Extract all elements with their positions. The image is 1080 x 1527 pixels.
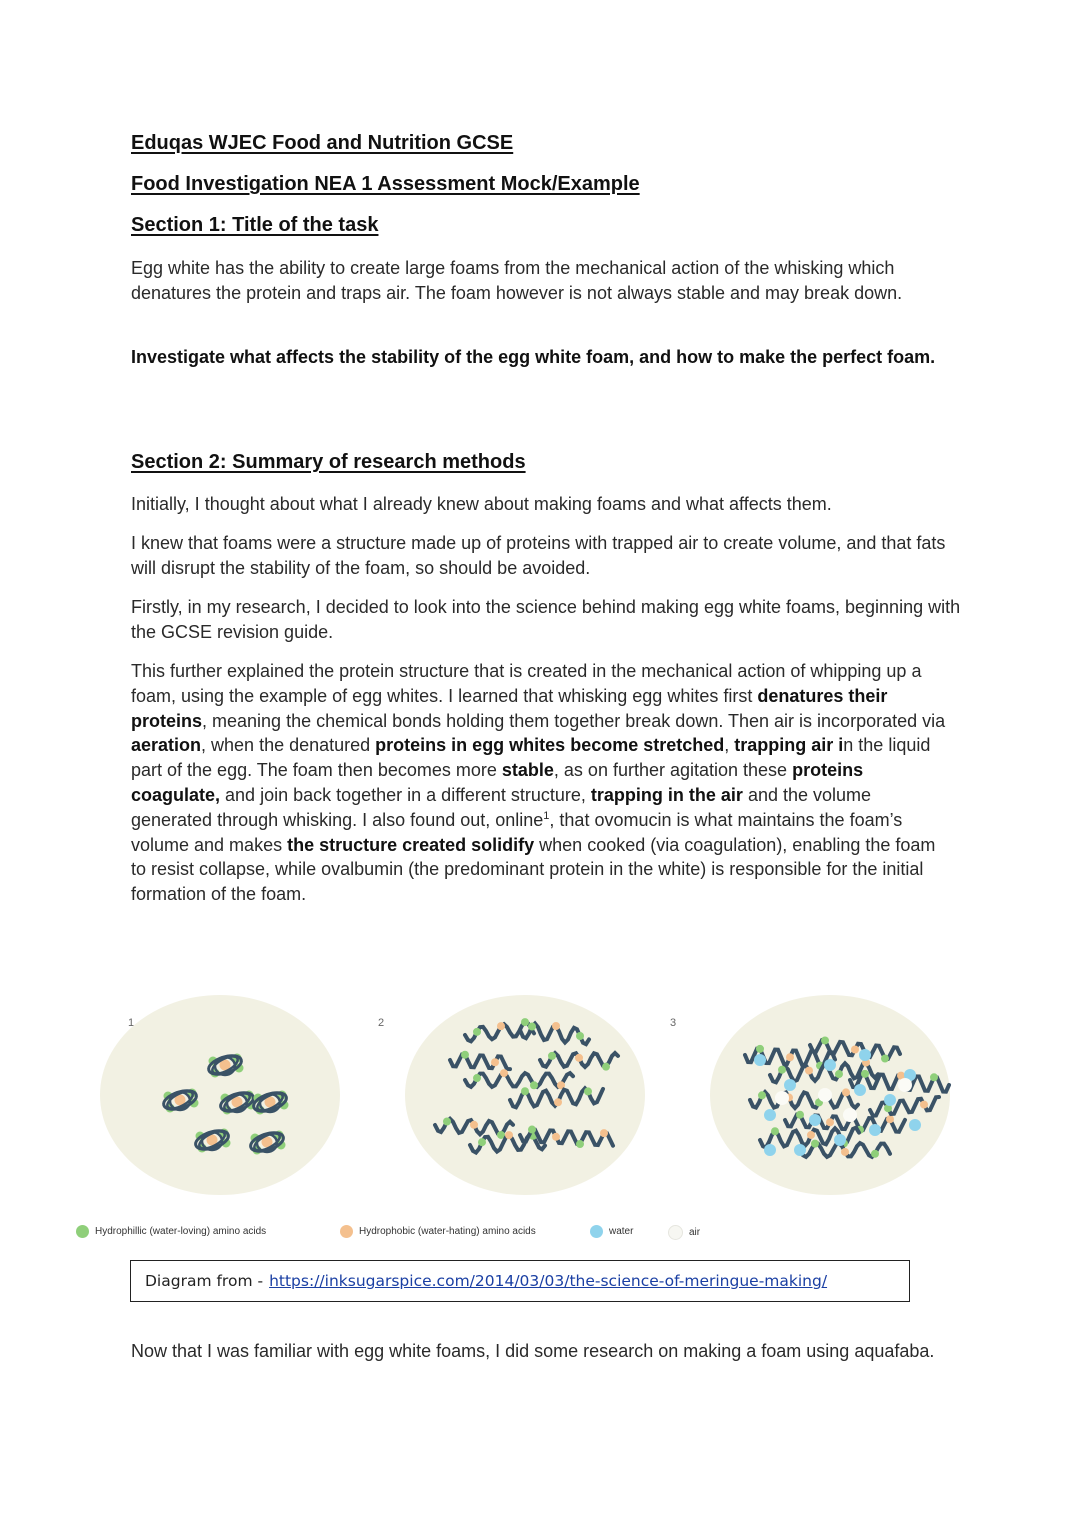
amino-acid-dot <box>881 1055 889 1063</box>
panel-2 <box>378 995 645 1195</box>
amino-acid-dot <box>473 1074 481 1082</box>
legend-item-hydrophobic <box>340 1225 536 1238</box>
amino-acid-dot <box>920 1101 928 1109</box>
amino-acid-dot <box>842 1088 850 1096</box>
amino-acid-dot <box>886 1115 894 1123</box>
amino-acid-dot <box>771 1127 779 1135</box>
course-heading: Eduqas WJEC Food and Nutrition GCSE <box>131 132 514 154</box>
source-prefix: Diagram from - <box>145 1272 264 1290</box>
amino-acid-dot <box>861 1070 869 1078</box>
water-dot <box>854 1084 866 1096</box>
water-dot <box>764 1109 776 1121</box>
amino-acid-dot <box>805 1067 813 1075</box>
amino-acid-dot <box>778 1066 786 1074</box>
text-run: and join back together in a different structure, <box>220 784 591 805</box>
amino-acid-dot <box>575 1054 583 1062</box>
assessment-heading: Food Investigation NEA 1 Assessment Mock/Example <box>131 173 640 195</box>
water-dot <box>809 1114 821 1126</box>
orange-dot-icon <box>340 1225 353 1238</box>
amino-acid-dot <box>497 1022 505 1030</box>
bold-run: trapping air i <box>734 735 844 756</box>
panel-label-3: 3 <box>670 1017 677 1029</box>
text-run: , when the denatured <box>201 735 376 756</box>
amino-acid-dot <box>500 1069 508 1077</box>
amino-acid-dot <box>841 1148 849 1156</box>
amino-acid-dot <box>758 1091 766 1099</box>
air-dot <box>843 1108 857 1122</box>
water-dot <box>884 1094 896 1106</box>
legend-item-air <box>668 1225 700 1240</box>
panel-label-1: 1 <box>128 1017 135 1029</box>
amino-acid-dot <box>528 1022 536 1030</box>
panel-label-2: 2 <box>378 1017 385 1029</box>
bold-run: aeration <box>131 735 202 756</box>
section1-heading: Section 1: Title of the task <box>131 214 379 236</box>
amino-acid-dot <box>530 1081 538 1089</box>
water-dot <box>754 1054 766 1066</box>
amino-acid-dot <box>811 1140 819 1148</box>
legend-label: Hydrophillic (water-loving) amino acids <box>95 1226 267 1237</box>
research-paragraph-5: Now that I was familiar with egg white foams, I did some research on making a foam using aquafaba. <box>131 1341 935 1361</box>
amino-acid-dot <box>851 1046 859 1054</box>
amino-acid-dot <box>756 1045 764 1053</box>
water-dot <box>909 1119 921 1131</box>
water-dot <box>834 1134 846 1146</box>
blue-dot-icon <box>590 1225 603 1238</box>
amino-acid-dot <box>584 1087 592 1095</box>
text-run: n the liquid part of the egg. The foam then becomes more <box>131 735 931 781</box>
text-run: This further explained the protein structure that is created in the mechanical action of whipping up a foam, using the example of egg whites. I learned that whisking egg whites first <box>131 661 922 706</box>
diagram-source-box <box>130 1260 910 1302</box>
amino-acid-dot <box>473 1028 481 1036</box>
amino-acid-dot <box>552 1133 560 1141</box>
green-dot-icon <box>76 1225 89 1238</box>
water-dot <box>869 1124 881 1136</box>
text-run: , as on further agitation these <box>553 760 793 781</box>
amino-acid-dot <box>461 1051 469 1059</box>
amino-acid-dot <box>552 1022 560 1030</box>
amino-acid-dot <box>826 1118 834 1126</box>
amino-acid-dot <box>576 1032 584 1040</box>
bold-run: the structure created solidify <box>287 834 535 855</box>
amino-acid-dot <box>600 1129 608 1137</box>
bold-run: proteins coagulate, <box>131 760 864 805</box>
air-dot <box>818 1088 832 1102</box>
research-paragraph-4 <box>131 659 953 907</box>
amino-acid-dot <box>470 1121 478 1129</box>
legend-item-water <box>590 1225 633 1238</box>
amino-acid-dot <box>521 1087 529 1095</box>
legend-label: water <box>609 1226 634 1237</box>
amino-acid-dot <box>871 1150 879 1158</box>
panel-3 <box>670 995 950 1195</box>
panel-1-circle <box>100 995 340 1195</box>
white-dot-icon <box>668 1225 683 1240</box>
amino-acid-dot <box>786 1053 794 1061</box>
amino-acid-dot <box>576 1140 584 1148</box>
bold-run: trapping in the air <box>590 784 743 805</box>
bold-run: proteins in egg whites become stretched <box>375 735 725 756</box>
text-run: , <box>724 735 735 756</box>
air-dot <box>775 1091 789 1105</box>
footnote-marker: 1 <box>543 809 550 822</box>
water-dot <box>784 1079 796 1091</box>
amino-acid-dot <box>602 1063 610 1071</box>
legend-label: Hydrophobic (water-hating) amino acids <box>359 1226 536 1237</box>
text-run: when cooked (via coagulation), enabling the foam to resist collapse, while ovalbumin (the predominant protein in the white) is responsible for the initial formation of the foam. <box>131 834 936 905</box>
amino-acid-dot <box>548 1052 556 1060</box>
bold-run: denatures their proteins <box>131 685 888 731</box>
amino-acid-dot <box>521 1018 529 1026</box>
amino-acid-dot <box>554 1098 562 1106</box>
task-intro-paragraph: Egg white has the ability to create large foams from the mechanical action of the whisking which denatures the protein and traps air. The foam however is not always stable and may break down. <box>131 258 903 303</box>
amino-acid-dot <box>835 1070 843 1078</box>
research-paragraph-1: Initially, I thought about what I already knew about making foams and what affects them. <box>131 494 832 514</box>
text-run: , meaning the chemical bonds holding them together break down. Then air is incorporated via <box>202 710 946 731</box>
source-link[interactable]: https://inksugarspice.com/2014/03/03/the-science-of-meringue-making/ <box>269 1272 828 1290</box>
water-dot <box>794 1144 806 1156</box>
water-dot <box>859 1049 871 1061</box>
text-run: , that ovomucin is what maintains the foam’s volume and makes <box>131 809 903 855</box>
research-paragraph-2: I knew that foams were a structure made up of proteins with trapped air to create volume, and that fats will disrupt the stability of the foam, so should be avoided. <box>131 533 946 578</box>
amino-acid-dot <box>930 1073 938 1081</box>
amino-acid-dot <box>821 1036 829 1044</box>
amino-acid-dot <box>528 1126 536 1134</box>
research-paragraph-3: Firstly, in my research, I decided to look into the science behind making egg white foams, beginning with the GCSE revision guide. <box>131 597 961 642</box>
amino-acid-dot <box>491 1058 499 1066</box>
amino-acid-dot <box>443 1117 451 1125</box>
bold-run: stable <box>501 760 554 781</box>
water-dot <box>824 1059 836 1071</box>
legend-label: air <box>689 1227 701 1238</box>
diagram-legend <box>76 1225 756 1241</box>
air-dot <box>898 1078 912 1092</box>
task-statement: Investigate what affects the stability of the egg white foam, and how to make the perfect foam. <box>131 347 936 367</box>
amino-acid-dot <box>478 1138 486 1146</box>
water-dot <box>764 1144 776 1156</box>
protein-foam-diagram <box>70 990 970 1220</box>
amino-acid-dot <box>807 1131 815 1139</box>
section2-heading: Section 2: Summary of research methods <box>131 451 526 473</box>
amino-acid-dot <box>796 1111 804 1119</box>
panel-1 <box>100 995 340 1195</box>
amino-acid-dot <box>505 1131 513 1139</box>
text-run: and the volume generated through whisking. I also found out, online <box>131 784 872 830</box>
legend-item-hydrophilic <box>76 1225 266 1238</box>
